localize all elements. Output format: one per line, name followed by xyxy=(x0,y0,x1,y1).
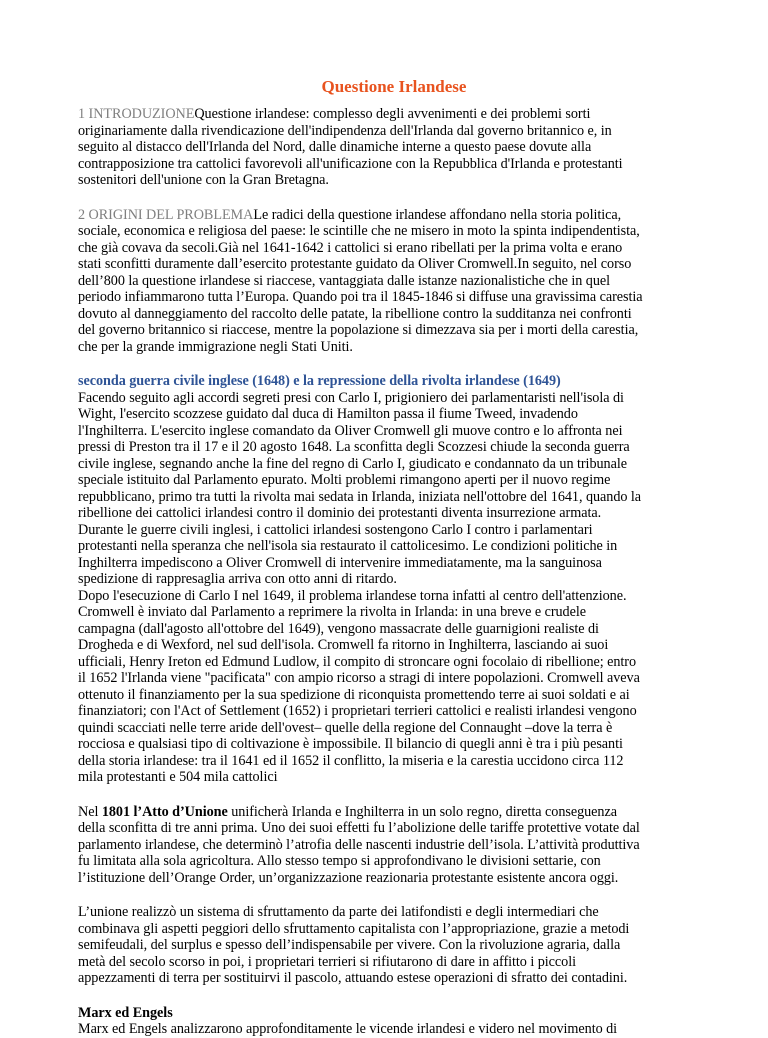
union-lead: Nel xyxy=(78,803,102,820)
civil-war-line: speciale istituito dal Parlamento epurato. Molti problemi rimangono aperti per il nuovo regime xyxy=(78,472,611,488)
union-line: l’istituzione dell’Orange Order, un’organizzazione reazionaria protestante esistente ancora oggi. xyxy=(78,869,619,886)
civil-war-line: Drogheda e di Wexford, nel sud dell'isola. Cromwell fa ritorno in Inghilterra, lasciando ai suoi xyxy=(78,637,609,653)
origins-line: del governo britannico si riaccese, mentre la popolazione si dimezzava sia per i morti della carestia, xyxy=(78,322,639,338)
intro-paragraph xyxy=(78,106,710,189)
civil-war-line: ottenuto il finanziamento per la sua spedizione di riconquista promettendo terre ai suoi soldati e ai xyxy=(78,686,630,703)
civil-war-line: ribellione dei cattolici irlandesi contro il dominio dei protestanti diventa insurrezione armata. xyxy=(78,505,602,521)
civil-war-line: Dopo l'esecuzione di Carlo I nel 1649, il problema irlandese torna infatti al centro dell'attenzione. xyxy=(78,587,627,604)
origins-line: che già covava da secoli.Già nel 1641-1642 i cattolici si erano ribellati per la prima volta e erano xyxy=(78,239,623,256)
civil-war-line: Cromwell è inviato dal Parlamento a reprimere la rivolta in Irlanda: in una breve e crudele xyxy=(78,604,586,620)
origins-line: dovuto al danneggiamento del raccolto delle patate, la ribellione contro la sudditanza nei confronti xyxy=(78,305,632,322)
document-title: Questione Irlandese xyxy=(321,77,467,96)
civil-war-line: Durante le guerre civili inglesi, i cattolici irlandesi sostengono Carlo I contro i parlamentari xyxy=(78,521,593,538)
civil-war-line: rocciosa e qualsiasi tipo di coltivazione è impossibile. Il bilancio di quegli anni è tra i più pesanti xyxy=(78,736,623,752)
intro-line: seguito al distacco dell'Irlanda del Nord, dalle dinamiche interne a questo paese dovute alla xyxy=(78,139,592,155)
document-page xyxy=(78,76,710,1038)
marx-paragraph xyxy=(78,1005,710,1038)
origins-line: Le radici della questione irlandese affondano nella storia politica, xyxy=(253,206,622,223)
union-line: della sconfitta di tre anni prima. Uno dei suoi effetti fu l’abolizione delle tariffe protettive votate dal xyxy=(78,820,640,836)
civil-war-line: Inghilterra impediscono a Oliver Cromwell di intervenire immediatamente, ma la sanguinosa xyxy=(78,554,602,571)
civil-war-line: quindi scacciati nelle terre aride dell'ovest– quelle della regione del Connaught –dove la terra è xyxy=(78,719,613,736)
civil-war-line: Facendo seguito agli accordi segreti presi con Carlo I, prigioniero dei parlamentaristi nell'isola di xyxy=(78,389,624,406)
intro-line: sostenitori dell'unione con la Gran Bretagna. xyxy=(78,172,329,188)
origins-line: dell’800 la questione irlandese si riaccese, vantaggiata dalle istanze nazionalistiche che in quel xyxy=(78,272,611,289)
origins-section-label: 2 ORIGINI DEL PROBLEMA xyxy=(78,206,254,223)
union-paragraph xyxy=(78,804,710,887)
origins-paragraph xyxy=(78,207,710,356)
civil-war-paragraph xyxy=(78,373,710,786)
intro-line: contrapposizione tra cattolici favorevoli all'unificazione con la Repubblica d'Irlanda e protestanti xyxy=(78,155,623,172)
origins-line: sociale, economica e religiosa del paese: le scintille che ne misero in moto la spinta indipendentista, xyxy=(78,223,640,239)
civil-war-line: protestanti nella speranza che nell'isola sia restaurato il cattolicesimo. Le condizioni politiche in xyxy=(78,538,618,554)
intro-line: originariamente dalla rivendicazione dell'indipendenza dell'Irlanda dal governo britannico e, in xyxy=(78,122,612,139)
civil-war-line: mila protestanti e 504 mila cattolici xyxy=(78,769,278,785)
exploitation-line: metà del secolo scorso in poi, i proprietari terrieri si rifiutarono di dare in affitto i piccoli xyxy=(78,953,576,970)
civil-war-line: pressi di Preston tra il 17 e il 20 agosto 1648. La sconfitta degli Scozzesi chiude la seconda guerra xyxy=(78,439,630,455)
origins-line: che per la grande immigrazione negli Stati Uniti. xyxy=(78,338,353,355)
civil-war-line: il 1652 l'Irlanda viene "pacificata" con ampio ricorso a stragi di intere popolazioni. Cromwell aveva xyxy=(78,670,640,686)
union-act-bold: 1801 l’Atto d’Unione xyxy=(101,803,228,820)
marx-heading: Marx ed Engels xyxy=(78,1004,173,1021)
marx-line: Marx ed Engels analizzarono approfonditamente le vicende irlandesi e videro nel movimento di xyxy=(78,1021,618,1037)
civil-war-line: civile inglese, segnando anche la fine del regno di Carlo I, giudicato e condannato da un tribunale xyxy=(78,455,627,472)
civil-war-line: ufficiali, Henry Ireton ed Edmund Ludlow, il compito di stroncare ogni focolaio di ribellione; entro xyxy=(78,653,637,670)
civil-war-line: finanziatori; con l'Act of Settlement (1652) i proprietari terrieri cattolici e realisti irlandesi vengono xyxy=(78,703,637,719)
civil-war-heading: seconda guerra civile inglese (1648) e la repressione della rivolta irlandese (1649) xyxy=(78,373,561,389)
civil-war-line: spedizione di rappresaglia arriva con otto anni di ritardo. xyxy=(78,571,397,587)
exploitation-paragraph xyxy=(78,904,710,987)
union-line: unificherà Irlanda e Inghilterra in un solo regno, diretta conseguenza xyxy=(227,803,617,820)
union-line: parlamento irlandese, che determinò l’atrofia delle nascenti industrie dell’isola. L’attività produttiva xyxy=(78,836,640,853)
intro-line: Questione irlandese: complesso degli avvenimenti e dei problemi sorti xyxy=(194,106,591,122)
origins-line: stati sconfitti duramente dall’esercito protestante guidato da Oliver Cromwell.In seguito, nel corso xyxy=(78,256,632,272)
exploitation-line: combinava gli aspetti peggiori dello sfruttamento capitalista con l’appropriazione, grazie a metodi xyxy=(78,920,630,937)
civil-war-line: Wight, l'esercito scozzese guidato dal duca di Hamilton passa il fiume Tweed, invadendo xyxy=(78,406,578,422)
origins-line: periodo infiammarono tutta l’Europa. Quando poi tra il 1845-1846 si diffuse una gravissima carestia xyxy=(78,289,643,305)
intro-section-label: 1 INTRODUZIONE xyxy=(78,106,195,122)
civil-war-line: repubblicano, primo tra tutti la rivolta mai sedata in Irlanda, iniziata nell'ottobre del 1641, quando la xyxy=(78,488,642,505)
civil-war-line: della storia irlandese: tra il 1641 ed il 1652 il conflitto, la miseria e la carestia uccidono circa 112 xyxy=(78,752,624,769)
civil-war-line: l'Inghilterra. L'esercito inglese comandato da Oliver Cromwell gli muove contro e lo affronta nei xyxy=(78,422,623,439)
exploitation-line: semifeudali, del surplus e spesso dell’indispensabile per vivere. Con la rivoluzione agraria, dalla xyxy=(78,937,621,953)
union-line: fu limitata alla sola agricoltura. Allo stesso tempo si approfondivano le divisioni settarie, con xyxy=(78,853,601,869)
exploitation-line: appezzamenti di terra per sostituirvi il pascolo, attuando estese operazioni di sfratto dei contadini. xyxy=(78,970,628,986)
civil-war-line: campagna (dall'agosto all'ottobre del 1649), vengono massacrate delle guarnigioni realiste di xyxy=(78,620,599,637)
exploitation-line: L’unione realizzò un sistema di sfruttamento da parte dei latifondisti e degli intermediari che xyxy=(78,904,599,920)
